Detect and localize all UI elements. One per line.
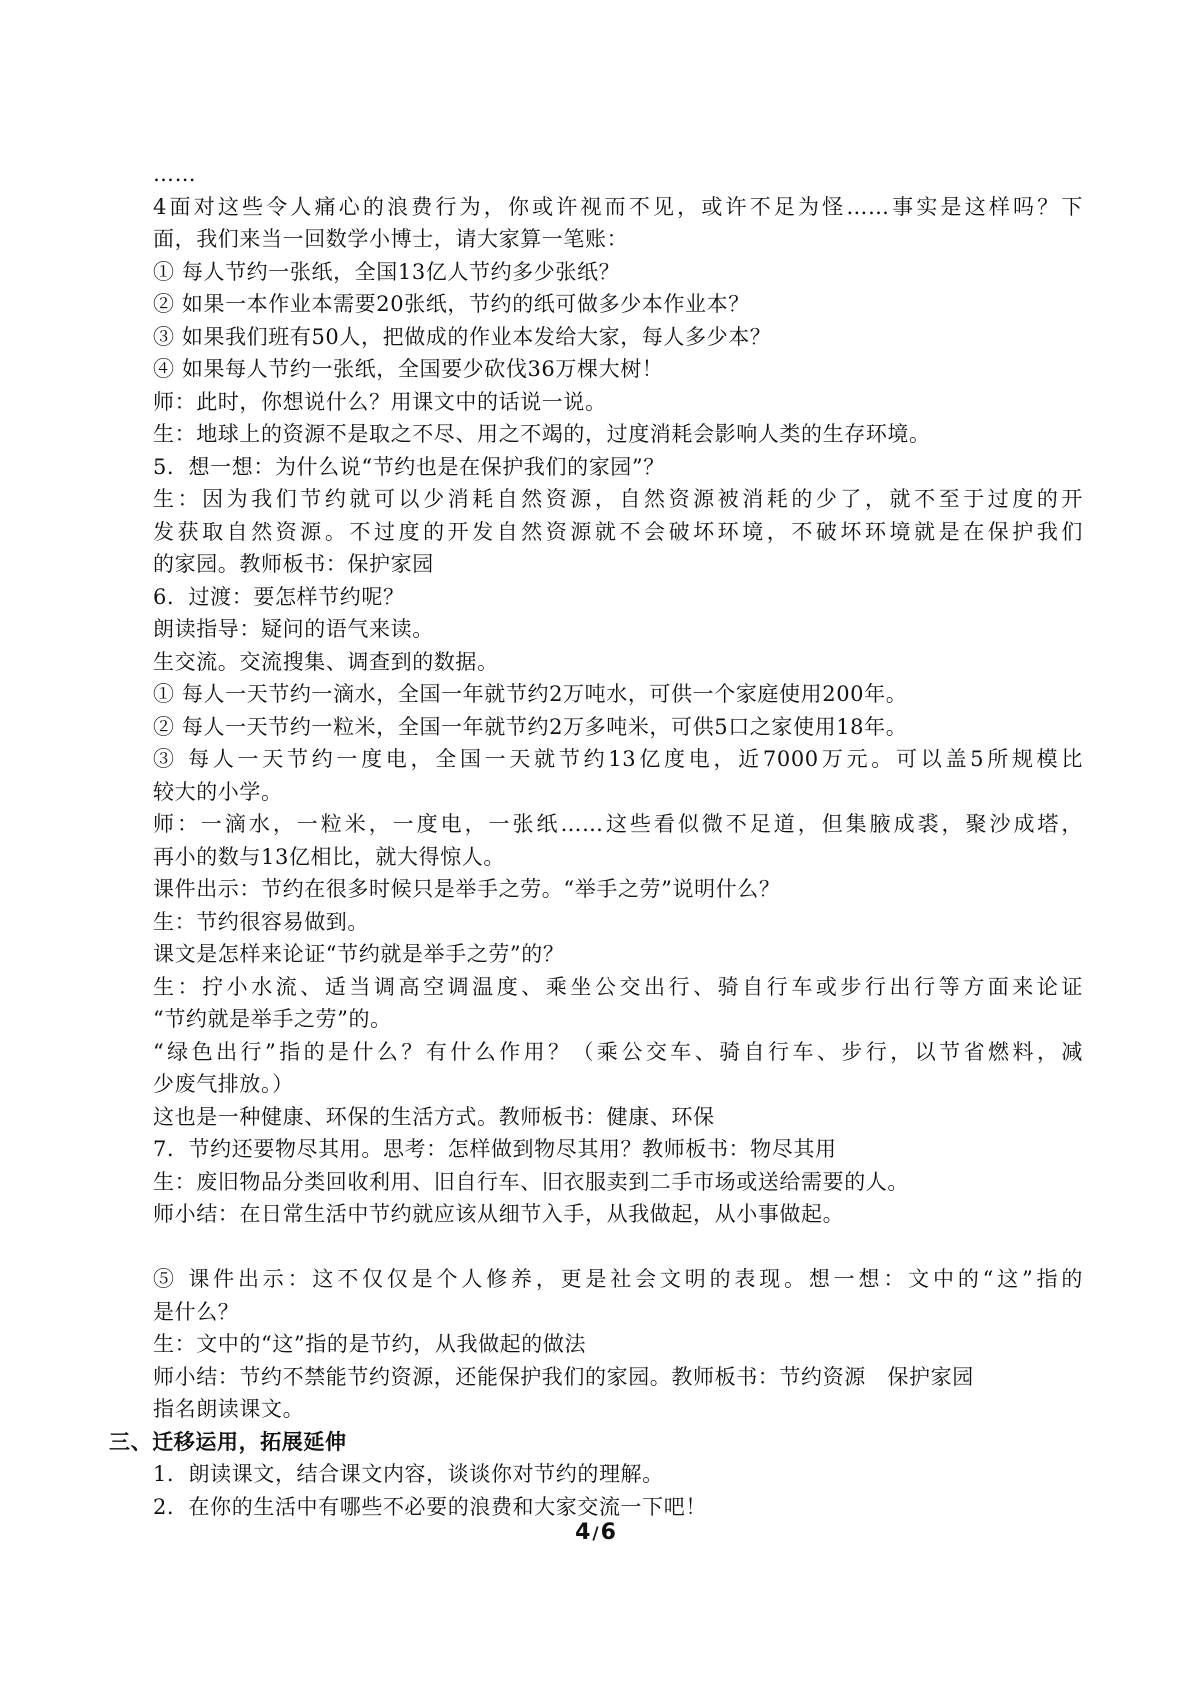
text-line: ③ 如果我们班有50人，把做成的作业本发给大家，每人多少本？ [153,324,772,349]
text-line: ⑤ 课件出示：这不仅仅是个人修养，更是社会文明的表现。想一想：文中的“这”指的 [153,1267,1083,1291]
text-line: 较大的小学。 [153,779,283,804]
text-line: “节约就是举手之劳”的。 [153,1007,392,1031]
text-line: 师小结：节约不禁能节约资源，还能保护我们的家园。教师板书：节约资源 保护家园 [153,1364,974,1389]
page-content [109,158,1083,1523]
text-line: 师：此时，你想说什么？用课文中的话说一说。 [153,389,607,414]
text-line: ② 每人一天节约一粒米，全国一年就节约2万多吨米，可供5口之家使用18年。 [153,714,908,739]
text-line: 课件出示：节约在很多时候只是举手之劳。“举手之劳”说明什么？ [153,877,781,901]
text-line: 生：地球上的资源不是取之不尽、用之不竭的，过度消耗会影响人类的生存环境。 [153,422,931,446]
text-line: 生：节约很容易做到。 [153,909,369,934]
text-line: ① 每人节约一张纸，全国13亿人节约多少张纸？ [153,259,621,284]
text-line: 是什么？ [153,1299,240,1324]
text-line: 再小的数与13亿相比，就大得惊人。 [153,844,505,869]
text-line: 生：废旧物品分类回收利用、旧自行车、旧衣服卖到二手市场或送给需要的人。 [153,1169,909,1194]
text-line: 朗读指导：疑问的语气来读。 [153,617,434,641]
text-line: 课文是怎样来论证“节约就是举手之劳”的？ [153,942,565,966]
text-line: 1．朗读课文，结合课文内容，谈谈你对节约的理解。 [153,1462,664,1486]
text-line: 少废气排放。） [153,1072,294,1096]
text-line: 生：文中的“这”指的是节约，从我做起的做法 [153,1332,587,1356]
text-line: ④ 如果每人节约一张纸，全国要少砍伐36万棵大树！ [153,357,664,381]
body-text-block-b [153,1263,1083,1426]
text-line: 这也是一种健康、环保的生活方式。教师板书：健康、环保 [153,1104,715,1129]
text-line: 面，我们来当一回数学小博士，请大家算一笔账： [153,227,629,251]
blank-line [153,1231,1083,1264]
body-text-block-c [153,1458,1083,1523]
text-line: 4面对这些令人痛心的浪费行为，你或许视而不见，或许不足为怪……事实是这样吗？下 [153,194,1083,219]
page-number-footer [0,1520,1191,1545]
text-line: 生：因为我们节约就可以少消耗自然资源，自然资源被消耗的少了，就不至于过度的开 [153,487,1083,511]
total-page-count: 6 [600,1520,616,1545]
text-line: 的家园。教师板书：保护家园 [153,552,434,576]
text-line: “绿色出行”指的是什么？有什么作用？（乘公交车、骑自行车、步行，以节省燃料，减 [153,1039,1083,1064]
text-line: 生：拧小水流、适当调高空调温度、乘坐公交出行、骑自行车或步行出行等方面来论证 [153,974,1083,999]
text-line: 7．节约还要物尽其用。思考：怎样做到物尽其用？教师板书：物尽其用 [153,1137,837,1161]
text-line: 指名朗读课文。 [153,1397,305,1421]
text-line: 生交流。交流搜集、调查到的数据。 [153,649,499,674]
text-line: …… [153,162,197,186]
text-line: ① 每人一天节约一滴水，全国一年就节约2万吨水，可供一个家庭使用200年。 [153,682,908,706]
text-line: 2．在你的生活中有哪些不必要的浪费和大家交流一下吧！ [153,1494,707,1519]
body-text-block-a [153,158,1083,1231]
text-line: 5．想一想：为什么说“节约也是在保护我们的家园”？ [153,454,665,479]
page-number-separator: / [592,1524,599,1544]
section-heading: 三、迁移运用，拓展延伸 [109,1429,347,1454]
current-page-number: 4 [575,1520,591,1545]
text-line: 师小结：在日常生活中节约就应该从细节入手，从我做起，从小事做起。 [153,1202,845,1226]
text-line: ③ 每人一天节约一度电，全国一天就节约13亿度电，近7000万元。可以盖5所规模比 [153,747,1083,771]
text-line: 师：一滴水，一粒米，一度电，一张纸……这些看似微不足道，但集腋成裘，聚沙成塔， [153,812,1083,836]
text-line: ② 如果一本作业本需要20张纸，节约的纸可做多少本作业本？ [153,292,750,316]
text-line: 6．过渡：要怎样节约呢？ [153,584,405,609]
text-line: 发获取自然资源。不过度的开发自然资源就不会破坏环境，不破坏环境就是在保护我们 [153,519,1083,544]
